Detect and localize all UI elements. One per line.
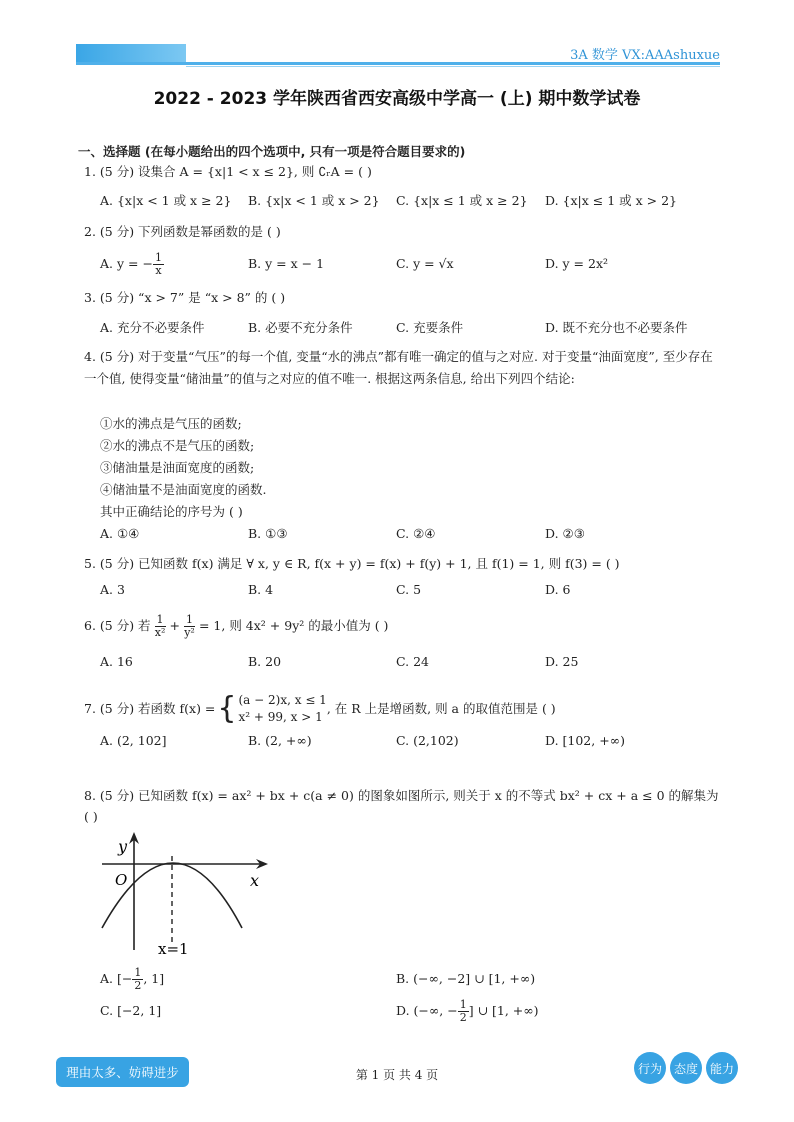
badge-ability: 能力 [706,1052,738,1084]
q1-stem: 1. (5 分) 设集合 A = {x|1 < x ≤ 2}, 则 ∁ᵣA = ( ) [84,164,372,179]
q1-option-b: B. {x|x < 1 或 x > 2} [248,193,380,208]
header-bar [76,44,186,62]
y-label: y [118,837,128,856]
x-label: x [250,871,260,890]
q6-option-a: A. 16 [100,654,133,669]
q1-option-d: D. {x|x ≤ 1 或 x > 2} [545,193,677,208]
q2-option-a [100,252,164,277]
q6-option-d: D. 25 [545,654,579,669]
frac-den: x² [154,626,166,639]
frac-num: 1 [186,613,193,626]
q4-option-b: B. ①③ [248,526,288,541]
q6-prefix: 6. (5 分) 若 [84,618,151,633]
axis-of-symmetry-label: x=1 [158,940,189,957]
q6-option-c: C. 24 [396,654,429,669]
section-heading: 一、选择题 (在每小题给出的四个选项中, 只有一项是符合题目要求的) [78,144,466,159]
q4-line-1: ①水的沸点是气压的函数; [100,416,242,431]
q7-option-b: B. (2, +∞) [248,733,312,748]
q6-option-b: B. 20 [248,654,282,669]
q8-option-a [100,967,164,992]
plus-sign: + [169,618,181,633]
q7-suffix: , 在 R 上是增函数, 则 a 的取值范围是 ( ) [326,701,556,716]
badge-attitude: 态度 [670,1052,702,1084]
badge-behavior: 行为 [634,1052,666,1084]
q3-option-c: C. 充要条件 [396,320,464,335]
frac-den: x [155,264,162,277]
q7-option-c: C. (2,102) [396,733,459,748]
q3-option-b: B. 必要不充分条件 [248,320,353,335]
q7-option-a: A. (2, 102] [100,733,167,748]
q7-case-1: (a − 2)x, x ≤ 1 [238,693,327,707]
q5-option-d: D. 6 [545,582,571,597]
q8-stem: 8. (5 分) 已知函数 f(x) = ax² + bx + c(a ≠ 0) 的图象如图所示, 则关于 x 的不等式 bx² + cx + a ≤ 0 的解集为 [84,788,719,803]
q3-stem: 3. (5 分) “x > 7” 是 “x > 8” 的 ( ) [84,290,286,305]
q6-stem [84,614,388,639]
q2-a-prefix: A. y = − [100,256,153,271]
q4-option-d: D. ②③ [545,526,585,541]
frac-den: 2 [459,1011,467,1024]
frac-den: y² [184,626,195,639]
q2-option-b: B. y = x − 1 [248,256,325,271]
q8-option-d [396,999,539,1024]
q2-a-fraction [153,252,164,277]
q7-prefix: 7. (5 分) 若函数 f(x) = [84,701,216,716]
q8-option-b: B. (−∞, −2] ∪ [1, +∞) [396,971,536,986]
q5-option-c: C. 5 [396,582,422,597]
q4-stem: 4. (5 分) 对于变量“气压”的每一个值, 变量“水的沸点”都有唯一确定的值与之对应. 对于变量“油面宽度”, 至少存在一个值, 使得变量“储油量”的值与之对应的值不唯一. 根据这两条信息, 给出下列四个结论: [84,349,713,386]
q4-option-a: A. ①④ [100,526,140,541]
header-line-thin [186,66,720,67]
q8-paren: ( ) [84,809,98,824]
footer-badges [634,1052,738,1084]
q4-line-4: ④储油量不是油面宽度的函数. [100,482,267,497]
q6-suffix: = 1, 则 4x² + 9y² 的最小值为 ( ) [198,618,389,633]
q2-option-d: D. y = 2x² [545,256,609,271]
q7-stem [84,692,556,726]
q5-option-b: B. 4 [248,582,274,597]
footer-slogan: 理由太多、妨碍进步 [56,1057,189,1087]
frac-num: 1 [156,613,164,626]
q2-stem: 2. (5 分) 下列函数是幂函数的是 ( ) [84,224,281,239]
q8-a-suffix: , 1] [143,971,165,986]
parabola-graph [98,832,278,957]
q7-cases [239,692,327,726]
origin-label: O [115,871,128,889]
page-number: 第 1 页 共 4 页 [355,1068,439,1082]
q5-stem: 5. (5 分) 已知函数 f(x) 满足 ∀ x, y ∈ R, f(x + y) = f(x) + f(y) + 1, 且 f(1) = 1, 则 f(3) = ( ) [84,556,620,571]
q8-d-fraction [458,999,469,1024]
q3-option-d: D. 既不充分也不必要条件 [545,320,688,335]
q5-option-a: A. 3 [100,582,125,597]
q8-d-suffix: ] ∪ [1, +∞) [468,1003,539,1018]
left-brace: { [217,691,237,726]
frac-num: 1 [459,998,467,1011]
q1-option-a: A. {x|x < 1 或 x ≥ 2} [100,193,232,208]
q4-option-c: C. ②④ [396,526,436,541]
q8-a-prefix: A. [− [100,971,133,986]
q4-line-5: 其中正确结论的序号为 ( ) [100,504,243,519]
q8-option-c: C. [−2, 1] [100,1003,162,1018]
brand-text: 3A 数学 VX:AAAshuxue [570,48,720,63]
frac-den: 2 [134,979,142,992]
q3-option-a: A. 充分不必要条件 [100,320,205,335]
q7-case-2: x² + 99, x > 1 [238,710,323,724]
q1-option-c: C. {x|x ≤ 1 或 x ≥ 2} [396,193,528,208]
q4-line-3: ③储油量是油面宽度的函数; [100,460,255,475]
frac-num: 1 [154,251,162,264]
q8-d-prefix: D. (−∞, − [396,1003,458,1018]
q2-option-c: C. y = √x [396,256,454,271]
frac-num: 1 [134,966,142,979]
q7-option-d: D. [102, +∞) [545,733,625,748]
q8-a-fraction [132,967,143,992]
q6-fraction-1 [155,614,166,639]
q6-fraction-2 [184,614,195,639]
q4-line-2: ②水的沸点不是气压的函数; [100,438,255,453]
page-title: 2022 - 2023 学年陕西省西安高级中学高一 (上) 期中数学试卷 [153,89,641,109]
